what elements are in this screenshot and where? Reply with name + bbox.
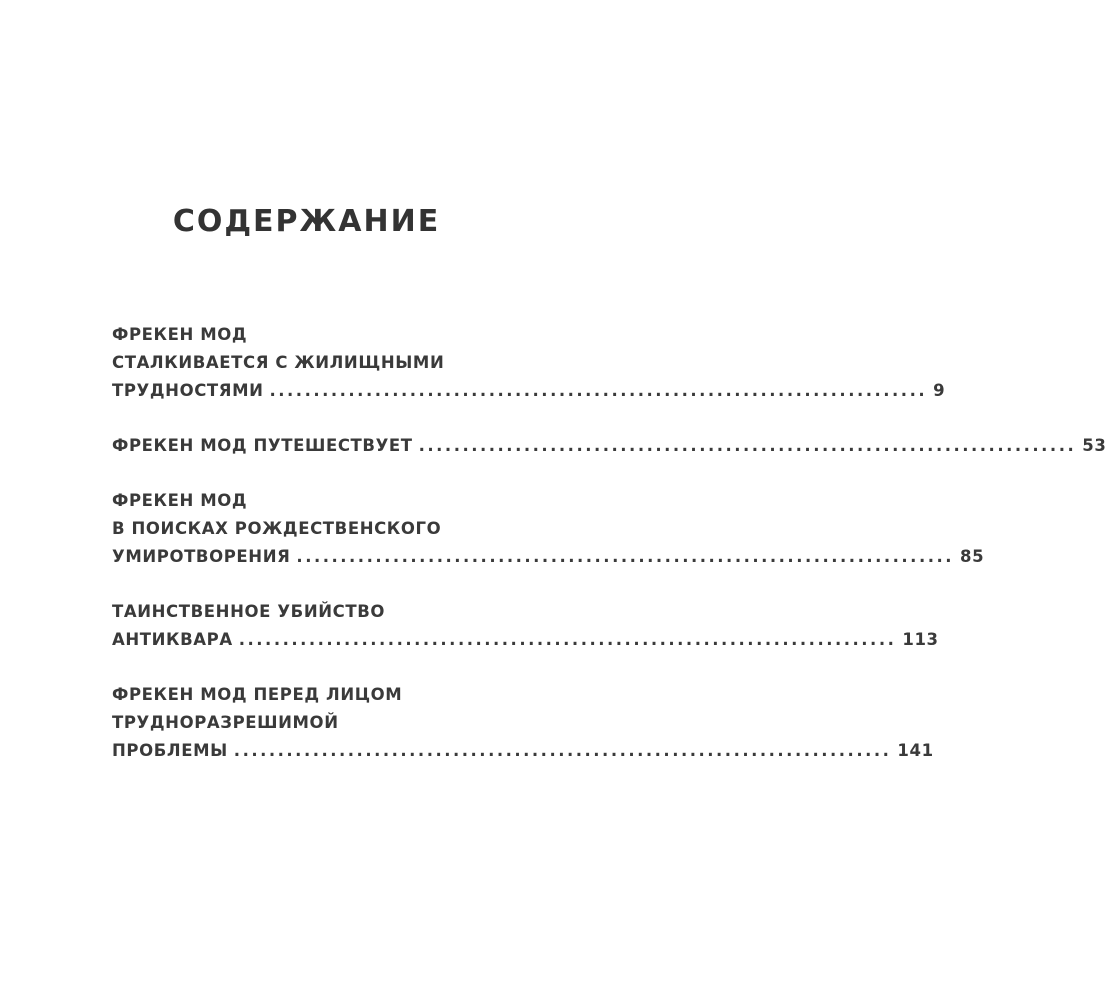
toc-entry-title-line: АНТИКВАРА (112, 630, 233, 649)
toc-entry (112, 321, 946, 405)
dot-leader: ........................................................................... (238, 630, 897, 649)
page-number: 9 (933, 381, 946, 400)
page-number: 85 (960, 547, 985, 566)
toc-entry (112, 432, 1106, 460)
toc-entry-final-line (112, 543, 985, 571)
toc-entry-title-line: ТРУДНОРАЗРЕШИМОЙ (112, 713, 339, 732)
dot-leader: ........................................................................... (418, 436, 1077, 455)
toc-entry-title-line: ФРЕКЕН МОД ПЕРЕД ЛИЦОМ (112, 685, 403, 704)
dot-leader: ........................................................................... (233, 741, 892, 760)
toc-entry-title-line: СТАЛКИВАЕТСЯ С ЖИЛИЩНЫМИ (112, 353, 445, 372)
table-of-contents (112, 321, 1106, 792)
toc-entry-title-line: ФРЕКЕН МОД (112, 325, 248, 344)
dot-leader: ........................................................................... (269, 381, 928, 400)
toc-entry-title-line: ТРУДНОСТЯМИ (112, 381, 264, 400)
toc-entry (112, 598, 939, 654)
toc-entry-final-line (112, 737, 934, 765)
page-number: 141 (897, 741, 934, 760)
page-number: 53 (1082, 436, 1106, 455)
toc-entry-title-line: УМИРОТВОРЕНИЯ (112, 547, 291, 566)
toc-entry-final-line (112, 432, 1106, 460)
toc-entry-final-line (112, 626, 939, 654)
toc-entry-title-line: В ПОИСКАХ РОЖДЕСТВЕНСКОГО (112, 519, 442, 538)
dot-leader: ........................................................................... (296, 547, 955, 566)
toc-entry (112, 487, 985, 571)
toc-entry-title-line: ФРЕКЕН МОД ПУТЕШЕСТВУЕТ (112, 436, 413, 455)
toc-entry-title-line: ТАИНСТВЕННОЕ УБИЙСТВО (112, 602, 385, 621)
toc-entry-final-line (112, 377, 946, 405)
toc-entry-title-line: ФРЕКЕН МОД (112, 491, 248, 510)
toc-entry-title-line: ПРОБЛЕМЫ (112, 741, 228, 760)
page-title: СОДЕРЖАНИЕ (172, 204, 441, 239)
toc-entry (112, 681, 934, 765)
page-number: 113 (902, 630, 939, 649)
